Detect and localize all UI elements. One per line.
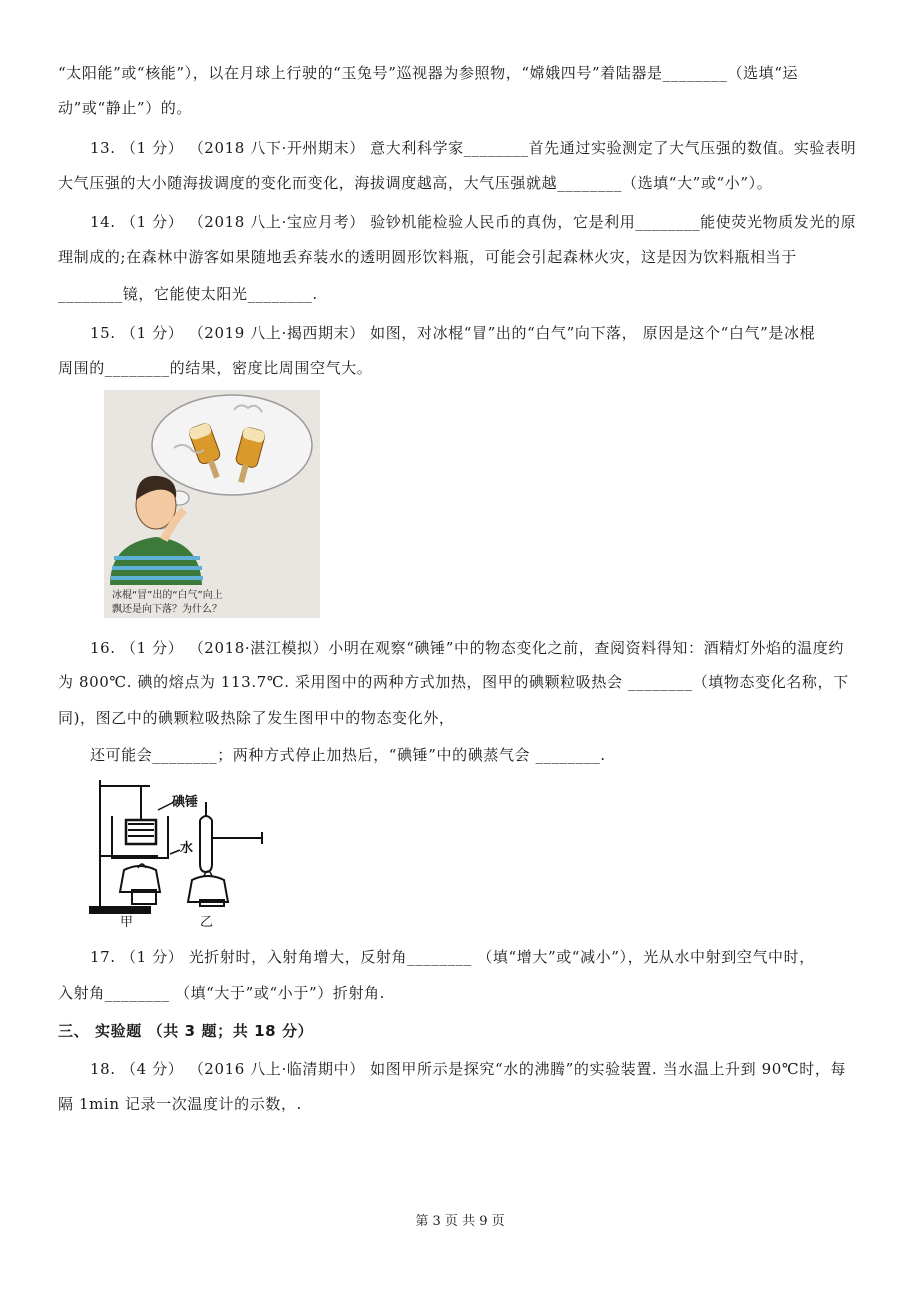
label-jia: 甲 bbox=[120, 915, 134, 930]
q14-text-line1: 14. （1 分） （2018 八上·宝应月考） 验钞机能检验人民币的真伪，它是利用________能使荧光物质发光的原 bbox=[90, 213, 857, 231]
label-iodine-hammer: 碘锤 bbox=[172, 795, 199, 810]
popsicle-caption-line2: 飘还是向下落？为什么？ bbox=[112, 604, 222, 615]
q13-text-line2: 大气压强的大小随海拔调度的变化而变化，海拔调度越高，大气压强就越________（选填“大”或“小”）。 bbox=[58, 174, 773, 192]
q15-text-line2: 周围的________的结果，密度比周围空气大。 bbox=[58, 359, 373, 377]
q12-text-line1: “太阳能”或“核能”），以在月球上行驶的“玉兔号”巡视器为参照物，“嫦娥四号”着陆器是________（选填“运 bbox=[58, 64, 799, 82]
q16-text-line1: 16. （1 分） （2018·湛江模拟）小明在观察“碘锤”中的物态变化之前，查阅资料得知：酒精灯外焰的温度约 bbox=[90, 639, 844, 657]
popsicle-caption-line1: 冰棍“冒”出的“白气”向上 bbox=[112, 590, 223, 601]
section-heading-experiments: 三、 实验题 （共 3 题；共 18 分） bbox=[58, 1022, 314, 1040]
label-yi: 乙 bbox=[200, 915, 214, 930]
popsicle-figure bbox=[104, 390, 320, 618]
q14-text-line2: 理制成的;在森林中游客如果随地丢弃装水的透明圆形饮料瓶，可能会引起森林火灾，这是因为饮料瓶相当于 bbox=[58, 248, 797, 266]
q17-text-line2: 入射角________ （填“大于”或“小于”）折射角. bbox=[58, 984, 386, 1002]
q16-text-line4: 还可能会________；两种方式停止加热后，“碘锤”中的碘蒸气会 ________. bbox=[90, 746, 606, 764]
iodine-apparatus-figure bbox=[88, 772, 268, 932]
q17-text-line1: 17. （1 分） 光折射时，入射角增大，反射角________ （填“增大”或“减小”），光从水中射到空气中时， bbox=[90, 948, 815, 966]
q13-text-line1: 13. （1 分） （2018 八下·开州期末） 意大利科学家________首先通过实验测定了大气压强的数值。实验表明 bbox=[90, 139, 857, 157]
label-water: 水 bbox=[180, 841, 194, 856]
q15-text-line1: 15. （1 分） （2019 八上·揭西期末） 如图，对冰棍“冒”出的“白气”向下落， 原因是这个“白气”是冰棍 bbox=[90, 324, 816, 342]
q18-text-line1: 18. （4 分） （2016 八上·临清期中） 如图甲所示是探究“水的沸腾”的实验装置. 当水温上升到 90℃时，每 bbox=[90, 1060, 847, 1078]
q18-text-line2: 隔 1min 记录一次温度计的示数，. bbox=[58, 1095, 302, 1113]
page-number: 第 3 页 共 9 页 bbox=[415, 1214, 505, 1229]
q12-text-line2: 动”或“静止”）的。 bbox=[58, 99, 193, 117]
q16-text-line2: 为 800℃. 碘的熔点为 113.7℃. 采用图中的两种方式加热，图甲的碘颗粒吸热会 ________（填物态变化名称，下 bbox=[58, 673, 849, 691]
q14-text-line3: ________镜，它能使太阳光________. bbox=[58, 285, 318, 303]
q16-text-line3: 同)，图乙中的碘颗粒吸热除了发生图甲中的物态变化外， bbox=[58, 709, 455, 727]
